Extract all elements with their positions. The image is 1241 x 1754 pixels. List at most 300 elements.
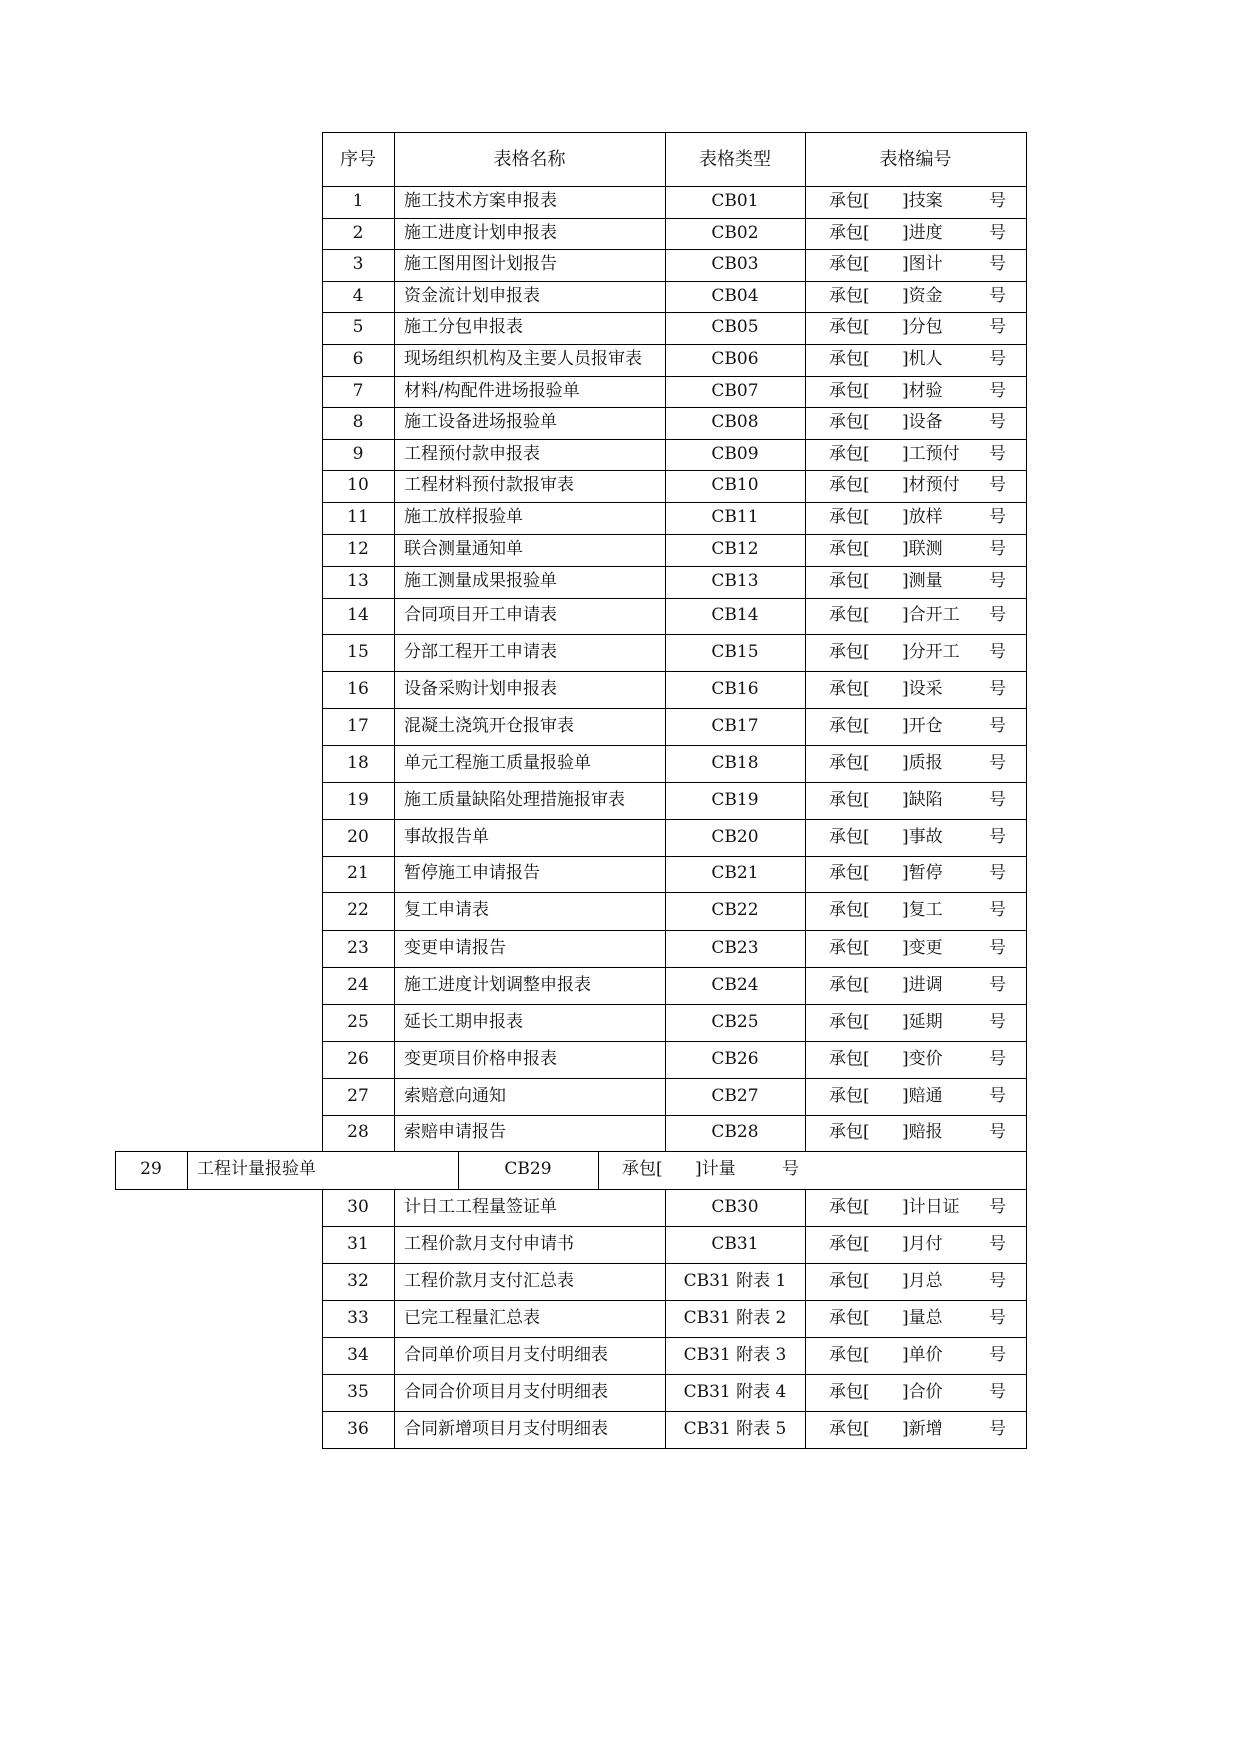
row-code-prefix: 承包[ — [829, 286, 870, 306]
table-rule-vertical — [1026, 186, 1027, 218]
table-rule-vertical — [394, 439, 395, 470]
table-rule-vertical — [805, 708, 806, 745]
row-code-abbrev: ]进调 — [902, 975, 943, 995]
row-code-suffix: 号 — [989, 1345, 1006, 1365]
row-form-type: CB23 — [711, 938, 759, 958]
table-rule-vertical — [805, 1041, 806, 1078]
table-rule-vertical — [1026, 892, 1027, 930]
table-rule-vertical — [805, 534, 806, 566]
row-seq: 8 — [352, 412, 364, 432]
row-code-prefix: 承包[ — [829, 412, 870, 432]
row-code-suffix: 号 — [989, 1234, 1006, 1254]
row-seq: 30 — [347, 1197, 369, 1217]
row-code-abbrev: ]缺陷 — [902, 790, 943, 810]
row-form-type: CB26 — [711, 1049, 759, 1069]
table-rule-vertical — [394, 1115, 395, 1151]
row-form-name: 合同合价项目月支付明细表 — [404, 1382, 608, 1402]
row-form-type: CB30 — [711, 1197, 759, 1217]
row-form-name: 事故报告单 — [404, 827, 489, 847]
table-rule-vertical — [394, 1337, 395, 1374]
table-rule-vertical — [1026, 782, 1027, 819]
row-form-name: 施工进度计划申报表 — [404, 223, 557, 243]
table-rule-horizontal — [322, 1263, 1027, 1264]
table-rule-vertical — [805, 439, 806, 470]
table-rule-vertical — [1026, 930, 1027, 967]
row-seq: 4 — [352, 286, 364, 306]
row-form-name: 工程材料预付款报审表 — [404, 475, 574, 495]
table-rule-horizontal — [322, 218, 1027, 219]
row-form-type: CB14 — [711, 605, 759, 625]
row-code-prefix: 承包[ — [829, 1419, 870, 1439]
row-code-prefix: 承包[ — [829, 223, 870, 243]
table-rule-vertical — [394, 708, 395, 745]
table-rule-horizontal — [322, 708, 1027, 709]
table-rule-vertical — [805, 407, 806, 439]
row-code-abbrev: ]设采 — [902, 679, 943, 699]
row-seq: 24 — [347, 975, 369, 995]
row-code-abbrev: ]量总 — [902, 1308, 943, 1328]
row-seq: 14 — [347, 605, 369, 625]
row-code-prefix: 承包[ — [829, 605, 870, 625]
row-code-prefix: 承包[ — [622, 1159, 663, 1179]
table-rule-vertical — [1026, 344, 1027, 376]
row-seq: 1 — [352, 191, 364, 211]
row-seq: 17 — [347, 716, 369, 736]
row-form-type: CB22 — [711, 900, 759, 920]
table-rule-horizontal — [115, 1151, 1027, 1152]
table-rule-vertical — [805, 132, 806, 186]
table-rule-vertical — [805, 1115, 806, 1151]
row-code-suffix: 号 — [989, 444, 1006, 464]
row-code-suffix: 号 — [989, 790, 1006, 810]
row-form-name: 索赔申请报告 — [404, 1122, 506, 1142]
table-rule-vertical — [394, 819, 395, 856]
table-rule-vertical — [1026, 1263, 1027, 1300]
table-rule-vertical — [1026, 745, 1027, 782]
row-seq: 20 — [347, 827, 369, 847]
table-rule-vertical — [598, 1151, 599, 1189]
row-form-type: CB02 — [711, 223, 759, 243]
table-rule-vertical — [805, 281, 806, 312]
row-code-abbrev: ]新增 — [902, 1419, 943, 1439]
row-form-name: 分部工程开工申请表 — [404, 642, 557, 662]
row-code-prefix: 承包[ — [829, 827, 870, 847]
header-code: 表格编号 — [879, 149, 952, 170]
row-form-name: 合同新增项目月支付明细表 — [404, 1419, 608, 1439]
row-seq: 36 — [347, 1419, 369, 1439]
table-rule-vertical — [1026, 1300, 1027, 1337]
row-form-name: 合同项目开工申请表 — [404, 605, 557, 625]
table-rule-vertical — [805, 186, 806, 218]
row-form-name: 复工申请表 — [404, 900, 489, 920]
table-rule-vertical — [394, 598, 395, 634]
row-code-prefix: 承包[ — [829, 642, 870, 662]
table-rule-vertical — [1026, 1374, 1027, 1411]
row-code-suffix: 号 — [989, 286, 1006, 306]
table-rule-vertical — [394, 1041, 395, 1078]
table-rule-vertical — [394, 967, 395, 1004]
table-rule-vertical — [805, 782, 806, 819]
table-rule-vertical — [805, 1078, 806, 1115]
row-seq: 13 — [347, 571, 369, 591]
row-code-suffix: 号 — [989, 863, 1006, 883]
row-seq: 21 — [347, 863, 369, 883]
table-rule-horizontal — [322, 132, 1027, 133]
table-rule-vertical — [394, 218, 395, 249]
table-rule-horizontal — [322, 312, 1027, 313]
table-rule-vertical — [394, 1300, 395, 1337]
row-form-type: CB01 — [711, 191, 759, 211]
table-rule-vertical — [394, 782, 395, 819]
table-rule-vertical — [1026, 1115, 1027, 1151]
row-seq: 10 — [347, 475, 369, 495]
row-code-prefix: 承包[ — [829, 1234, 870, 1254]
table-rule-vertical — [1026, 249, 1027, 281]
row-form-type: CB31 附表 4 — [683, 1382, 787, 1402]
row-code-prefix: 承包[ — [829, 753, 870, 773]
table-rule-vertical — [805, 856, 806, 892]
row-seq: 27 — [347, 1086, 369, 1106]
table-rule-vertical — [1026, 1411, 1027, 1448]
table-rule-horizontal — [322, 1448, 1027, 1449]
table-rule-vertical — [805, 634, 806, 671]
table-rule-vertical — [1026, 708, 1027, 745]
row-form-type: CB10 — [711, 475, 759, 495]
row-code-suffix: 号 — [989, 475, 1006, 495]
row-code-prefix: 承包[ — [829, 539, 870, 559]
row-form-name: 工程计量报验单 — [197, 1159, 316, 1179]
table-rule-vertical — [805, 598, 806, 634]
table-rule-vertical — [394, 892, 395, 930]
row-code-abbrev: ]测量 — [902, 571, 943, 591]
row-code-suffix: 号 — [989, 539, 1006, 559]
row-form-name: 延长工期申报表 — [404, 1012, 523, 1032]
row-code-abbrev: ]进度 — [902, 223, 943, 243]
table-rule-horizontal — [322, 892, 1027, 893]
table-rule-horizontal — [322, 1078, 1027, 1079]
table-rule-vertical — [394, 376, 395, 407]
table-rule-vertical — [394, 281, 395, 312]
row-code-suffix: 号 — [989, 254, 1006, 274]
table-rule-vertical — [805, 1189, 806, 1226]
row-code-prefix: 承包[ — [829, 938, 870, 958]
row-code-suffix: 号 — [989, 1086, 1006, 1106]
row-code-abbrev: ]变更 — [902, 938, 943, 958]
row-code-suffix: 号 — [782, 1159, 799, 1179]
row-code-suffix: 号 — [989, 938, 1006, 958]
row-form-name: 施工图用图计划报告 — [404, 254, 557, 274]
table-rule-horizontal — [322, 1041, 1027, 1042]
table-rule-vertical — [394, 856, 395, 892]
row-code-prefix: 承包[ — [829, 475, 870, 495]
table-rule-vertical — [394, 1226, 395, 1263]
row-form-name: 计日工工程量签证单 — [404, 1197, 557, 1217]
row-code-abbrev: ]合开工 — [902, 605, 960, 625]
row-code-suffix: 号 — [989, 317, 1006, 337]
table-rule-vertical — [394, 566, 395, 598]
header-seq: 序号 — [340, 149, 376, 170]
row-code-prefix: 承包[ — [829, 444, 870, 464]
row-form-type: CB31 附表 2 — [683, 1308, 787, 1328]
row-seq: 5 — [352, 317, 364, 337]
table-rule-horizontal — [322, 671, 1027, 672]
row-form-name: 单元工程施工质量报验单 — [404, 753, 591, 773]
row-form-type: CB31 附表 3 — [683, 1345, 787, 1365]
row-code-suffix: 号 — [989, 571, 1006, 591]
row-code-suffix: 号 — [989, 1419, 1006, 1439]
table-rule-vertical — [805, 249, 806, 281]
row-form-name: 混凝土浇筑开仓报审表 — [404, 716, 574, 736]
row-form-type: CB12 — [711, 539, 759, 559]
table-rule-horizontal — [322, 1411, 1027, 1412]
table-rule-vertical — [805, 344, 806, 376]
table-rule-vertical — [394, 132, 395, 186]
row-code-prefix: 承包[ — [829, 1382, 870, 1402]
row-form-type: CB25 — [711, 1012, 759, 1032]
table-rule-vertical — [805, 1263, 806, 1300]
table-rule-horizontal — [322, 819, 1027, 820]
table-rule-vertical — [805, 745, 806, 782]
table-rule-vertical — [394, 249, 395, 281]
row-code-suffix: 号 — [989, 1308, 1006, 1328]
table-rule-horizontal — [322, 186, 1027, 187]
row-code-prefix: 承包[ — [829, 1308, 870, 1328]
table-rule-horizontal — [322, 281, 1027, 282]
row-code-abbrev: ]分包 — [902, 317, 943, 337]
table-rule-vertical — [805, 1374, 806, 1411]
row-code-abbrev: ]复工 — [902, 900, 943, 920]
row-form-type: CB05 — [711, 317, 759, 337]
table-rule-vertical — [1026, 1004, 1027, 1041]
row-seq: 25 — [347, 1012, 369, 1032]
table-rule-vertical — [1026, 1151, 1027, 1189]
row-form-name: 设备采购计划申报表 — [404, 679, 557, 699]
table-rule-vertical — [805, 1300, 806, 1337]
row-code-prefix: 承包[ — [829, 317, 870, 337]
row-seq: 35 — [347, 1382, 369, 1402]
row-seq: 12 — [347, 539, 369, 559]
row-form-type: CB17 — [711, 716, 759, 736]
row-code-abbrev: ]单价 — [902, 1345, 943, 1365]
table-rule-vertical — [1026, 470, 1027, 502]
row-code-abbrev: ]放样 — [902, 507, 943, 527]
table-rule-vertical — [1026, 376, 1027, 407]
table-rule-horizontal — [322, 930, 1027, 931]
row-code-suffix: 号 — [989, 716, 1006, 736]
table-rule-horizontal — [322, 502, 1027, 503]
table-rule-vertical — [1026, 566, 1027, 598]
table-rule-vertical — [187, 1151, 188, 1189]
row-code-prefix: 承包[ — [829, 1012, 870, 1032]
table-rule-vertical — [1026, 819, 1027, 856]
row-code-abbrev: ]开仓 — [902, 716, 943, 736]
row-form-name: 暂停施工申请报告 — [404, 863, 540, 883]
row-code-prefix: 承包[ — [829, 1086, 870, 1106]
table-rule-vertical — [394, 930, 395, 967]
table-rule-vertical — [805, 930, 806, 967]
table-rule-horizontal — [115, 1189, 1027, 1190]
row-code-abbrev: ]技案 — [902, 191, 943, 211]
row-code-suffix: 号 — [989, 191, 1006, 211]
table-rule-vertical — [1026, 132, 1027, 186]
row-code-suffix: 号 — [989, 223, 1006, 243]
row-code-prefix: 承包[ — [829, 863, 870, 883]
row-code-suffix: 号 — [989, 381, 1006, 401]
table-rule-horizontal — [322, 470, 1027, 471]
table-rule-horizontal — [322, 439, 1027, 440]
row-code-prefix: 承包[ — [829, 900, 870, 920]
row-form-type: CB28 — [711, 1122, 759, 1142]
row-code-suffix: 号 — [989, 753, 1006, 773]
table-rule-vertical — [394, 1004, 395, 1041]
row-form-name: 索赔意向通知 — [404, 1086, 506, 1106]
row-seq: 18 — [347, 753, 369, 773]
table-rule-horizontal — [322, 745, 1027, 746]
table-rule-vertical — [322, 132, 323, 186]
row-form-type: CB04 — [711, 286, 759, 306]
header-name: 表格名称 — [493, 149, 566, 170]
row-code-suffix: 号 — [989, 975, 1006, 995]
row-form-type: CB21 — [711, 863, 759, 883]
table-rule-vertical — [805, 566, 806, 598]
table-rule-vertical — [805, 671, 806, 708]
table-rule-horizontal — [322, 534, 1027, 535]
table-rule-vertical — [805, 1226, 806, 1263]
row-code-abbrev: ]材预付 — [902, 475, 960, 495]
table-rule-vertical — [805, 1411, 806, 1448]
row-code-abbrev: ]资金 — [902, 286, 943, 306]
table-rule-vertical — [1026, 1226, 1027, 1263]
row-code-suffix: 号 — [989, 507, 1006, 527]
row-form-name: 施工分包申报表 — [404, 317, 523, 337]
header-type: 表格类型 — [699, 149, 771, 170]
table-rule-vertical — [1026, 502, 1027, 534]
table-rule-horizontal — [322, 376, 1027, 377]
row-code-suffix: 号 — [989, 1012, 1006, 1032]
row-code-abbrev: ]计日证 — [902, 1197, 960, 1217]
row-code-abbrev: ]计量 — [695, 1159, 736, 1179]
row-form-name: 联合测量通知单 — [404, 539, 523, 559]
row-form-name: 施工进度计划调整申报表 — [404, 975, 591, 995]
row-form-name: 资金流计划申报表 — [404, 286, 540, 306]
row-form-name: 合同单价项目月支付明细表 — [404, 1345, 608, 1365]
row-code-prefix: 承包[ — [829, 1122, 870, 1142]
table-rule-vertical — [1026, 281, 1027, 312]
row-seq: 28 — [347, 1122, 369, 1142]
row-code-prefix: 承包[ — [829, 571, 870, 591]
row-code-abbrev: ]事故 — [902, 827, 943, 847]
row-seq: 22 — [347, 900, 369, 920]
row-code-suffix: 号 — [989, 412, 1006, 432]
table-rule-vertical — [394, 1263, 395, 1300]
row-code-prefix: 承包[ — [829, 716, 870, 736]
table-rule-vertical — [1026, 312, 1027, 344]
table-rule-vertical — [1026, 1337, 1027, 1374]
row-seq: 26 — [347, 1049, 369, 1069]
row-code-abbrev: ]质报 — [902, 753, 943, 773]
row-form-name: 施工测量成果报验单 — [404, 571, 557, 591]
table-rule-horizontal — [322, 598, 1027, 599]
row-code-prefix: 承包[ — [829, 254, 870, 274]
table-rule-vertical — [1026, 671, 1027, 708]
table-rule-vertical — [394, 186, 395, 218]
row-code-abbrev: ]变价 — [902, 1049, 943, 1069]
row-seq: 32 — [347, 1271, 369, 1291]
row-form-type: CB29 — [504, 1159, 552, 1179]
row-form-type: CB31 附表 5 — [683, 1419, 787, 1439]
table-rule-vertical — [394, 745, 395, 782]
row-seq: 34 — [347, 1345, 369, 1365]
row-seq: 7 — [352, 381, 364, 401]
row-form-name: 现场组织机构及主要人员报审表 — [404, 349, 642, 369]
table-rule-horizontal — [322, 634, 1027, 635]
table-rule-vertical — [805, 502, 806, 534]
row-code-prefix: 承包[ — [829, 191, 870, 211]
table-rule-vertical — [1026, 218, 1027, 249]
table-rule-vertical — [1026, 407, 1027, 439]
row-form-type: CB11 — [711, 507, 759, 527]
row-form-type: CB19 — [711, 790, 759, 810]
row-code-suffix: 号 — [989, 642, 1006, 662]
table-rule-vertical — [1026, 534, 1027, 566]
table-rule-vertical — [394, 312, 395, 344]
row-form-type: CB09 — [711, 444, 759, 464]
row-seq: 15 — [347, 642, 369, 662]
row-code-prefix: 承包[ — [829, 507, 870, 527]
table-rule-vertical — [805, 1004, 806, 1041]
table-rule-vertical — [665, 132, 666, 186]
row-code-abbrev: ]月付 — [902, 1234, 943, 1254]
row-seq: 23 — [347, 938, 369, 958]
row-seq: 11 — [347, 507, 369, 527]
row-seq: 31 — [347, 1234, 369, 1254]
row-code-abbrev: ]设备 — [902, 412, 943, 432]
row-form-type: CB27 — [711, 1086, 759, 1106]
row-code-suffix: 号 — [989, 827, 1006, 847]
row-code-abbrev: ]月总 — [902, 1271, 943, 1291]
table-rule-vertical — [805, 967, 806, 1004]
row-form-type: CB15 — [711, 642, 759, 662]
row-code-prefix: 承包[ — [829, 349, 870, 369]
row-code-abbrev: ]分开工 — [902, 642, 960, 662]
row-form-name: 工程预付款申报表 — [404, 444, 540, 464]
table-rule-vertical — [805, 892, 806, 930]
table-rule-vertical — [394, 344, 395, 376]
table-rule-horizontal — [322, 1374, 1027, 1375]
row-form-type: CB16 — [711, 679, 759, 699]
row-code-prefix: 承包[ — [829, 1271, 870, 1291]
table-rule-vertical — [394, 407, 395, 439]
row-form-name: 材料/构配件进场报验单 — [404, 381, 580, 401]
table-rule-vertical — [394, 1078, 395, 1115]
table-rule-vertical — [394, 1411, 395, 1448]
table-rule-vertical — [1026, 856, 1027, 892]
table-rule-vertical — [1026, 967, 1027, 1004]
table-rule-horizontal — [322, 566, 1027, 567]
row-code-suffix: 号 — [989, 1197, 1006, 1217]
row-form-type: CB18 — [711, 753, 759, 773]
row-code-abbrev: ]机人 — [902, 349, 943, 369]
row-code-suffix: 号 — [989, 349, 1006, 369]
table-rule-horizontal — [322, 782, 1027, 783]
row-seq: 16 — [347, 679, 369, 699]
table-rule-vertical — [805, 470, 806, 502]
table-rule-vertical — [1026, 1078, 1027, 1115]
row-code-suffix: 号 — [989, 679, 1006, 699]
table-rule-vertical — [394, 470, 395, 502]
row-form-type: CB13 — [711, 571, 759, 591]
row-code-suffix: 号 — [989, 1382, 1006, 1402]
